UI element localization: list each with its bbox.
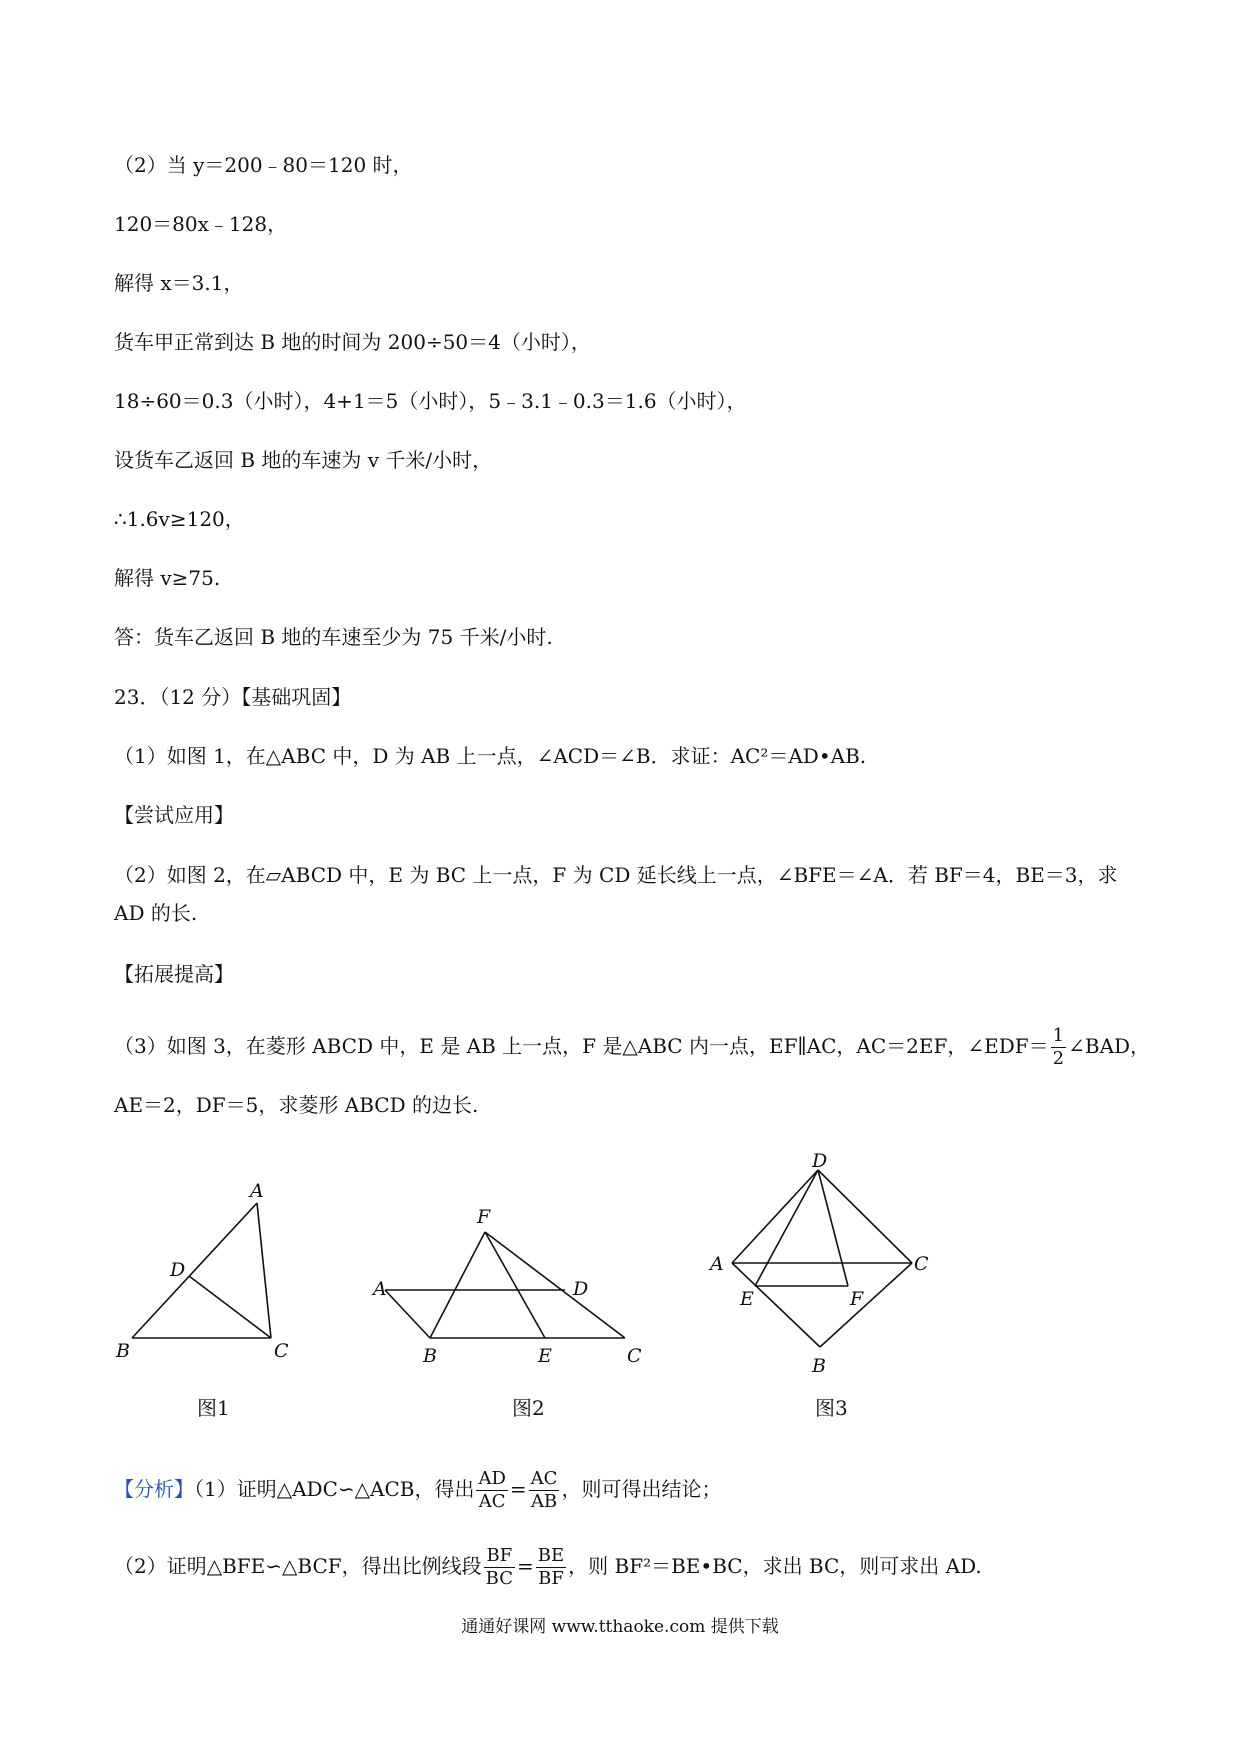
- fig3-label-C: C: [914, 1253, 929, 1275]
- fig2-label-C: C: [627, 1345, 642, 1367]
- analysis-1-post: ，则可得出结论；: [561, 1477, 722, 1501]
- solution-line-7: ∴1.6v≥120，: [114, 507, 245, 531]
- figure-2-caption: 图2: [512, 1396, 545, 1420]
- solution-line-6: 设货车乙返回 B 地的车速为 v 千米/小时，: [114, 448, 493, 472]
- question-part-2: （2）如图 2，在▱ABCD 中，E 为 BC 上一点，F 为 CD 延长线上一点，∠BFE＝∠A．若 BF＝4，BE＝3，求 AD 的长.: [114, 863, 1118, 925]
- figure-3: [700, 1150, 960, 1380]
- analysis-line-1: [114, 1468, 721, 1513]
- fig1-label-D: D: [170, 1259, 186, 1281]
- fig3-label-F: F: [850, 1288, 864, 1310]
- figure-2: [365, 1195, 665, 1375]
- solution-line-2: 120＝80x﹣128，: [114, 212, 288, 236]
- analysis-1-pre: （1）证明△ADC∽△ACB，得出: [194, 1477, 475, 1501]
- figure-3-caption: 图3: [815, 1396, 848, 1420]
- solution-line-1: （2）当 y＝200﹣80＝120 时，: [114, 153, 413, 177]
- solution-line-5: 18÷60＝0.3（小时），4+1＝5（小时），5﹣3.1﹣0.3＝1.6（小时），: [114, 389, 747, 413]
- solution-line-4: 货车甲正常到达 B 地的时间为 200÷50＝4（小时），: [114, 330, 591, 354]
- figure-1-caption: 图1: [197, 1396, 230, 1420]
- fig3-label-E: E: [740, 1288, 754, 1310]
- fig3-label-D: D: [812, 1150, 828, 1172]
- fig2-label-A: A: [373, 1278, 387, 1300]
- analysis-2-pre: （2）证明△BFE∽△BCF，得出比例线段: [114, 1554, 482, 1578]
- question-part-1: （1）如图 1，在△ABC 中，D 为 AB 上一点，∠ACD＝∠B．求证：AC²＝AD•AB.: [114, 744, 867, 768]
- fraction-ac-over-ab: $\frac{AC}{AB}$: [530, 1468, 558, 1512]
- fig2-label-F: F: [477, 1206, 491, 1228]
- fig3-label-B: B: [812, 1355, 826, 1377]
- page-footer: 通通好课网 www.tthaoke.com 提供下载: [461, 1617, 779, 1637]
- fraction-one-half: $\frac{1}{2}$: [1052, 1025, 1065, 1069]
- fraction-bf-over-bc: $\frac{BF}{BC}$: [485, 1545, 514, 1589]
- fig2-label-D: D: [573, 1278, 589, 1300]
- section-extension: 【拓展提高】: [114, 962, 234, 986]
- section-trial-application: 【尝试应用】: [114, 803, 234, 827]
- question-part-3-text-a: （3）如图 3，在菱形 ABCD 中，E 是 AB 上一点，F 是△ABC 内一点，EF∥AC，AC＝2EF，∠EDF＝: [114, 1034, 1049, 1058]
- fig2-label-E: E: [538, 1345, 552, 1367]
- answer-line: 答：货车乙返回 B 地的车速至少为 75 千米/小时.: [114, 625, 553, 649]
- fig1-label-C: C: [274, 1340, 289, 1362]
- question-part-3-line-1: [114, 1025, 1150, 1070]
- question-23-heading: 23．（12 分）【基础巩固】: [114, 685, 352, 709]
- analysis-2-post: ，则 BF²＝BE•BC，求出 BC，则可求出 AD.: [568, 1554, 982, 1578]
- solution-line-8: 解得 v≥75.: [114, 566, 221, 590]
- fig1-label-B: B: [116, 1340, 130, 1362]
- solution-line-3: 解得 x＝3.1，: [114, 271, 244, 295]
- fig2-label-B: B: [423, 1345, 437, 1367]
- fig1-label-A: A: [250, 1180, 264, 1202]
- analysis-2-equals: =: [517, 1554, 534, 1578]
- fig3-label-A: A: [710, 1253, 724, 1275]
- fraction-be-over-bf: $\frac{BE}{BF}$: [537, 1545, 565, 1589]
- analysis-1-equals: =: [509, 1477, 527, 1501]
- figure-1: [110, 1175, 310, 1375]
- question-part-3-text-b: ∠BAD，: [1068, 1034, 1151, 1058]
- question-part-3-line-2: AE＝2，DF＝5，求菱形 ABCD 的边长.: [114, 1093, 479, 1117]
- analysis-line-2: [114, 1545, 982, 1590]
- fraction-ad-over-ac: $\frac{AD}{AC}$: [478, 1468, 506, 1512]
- analysis-tag: 【分析】: [114, 1477, 194, 1501]
